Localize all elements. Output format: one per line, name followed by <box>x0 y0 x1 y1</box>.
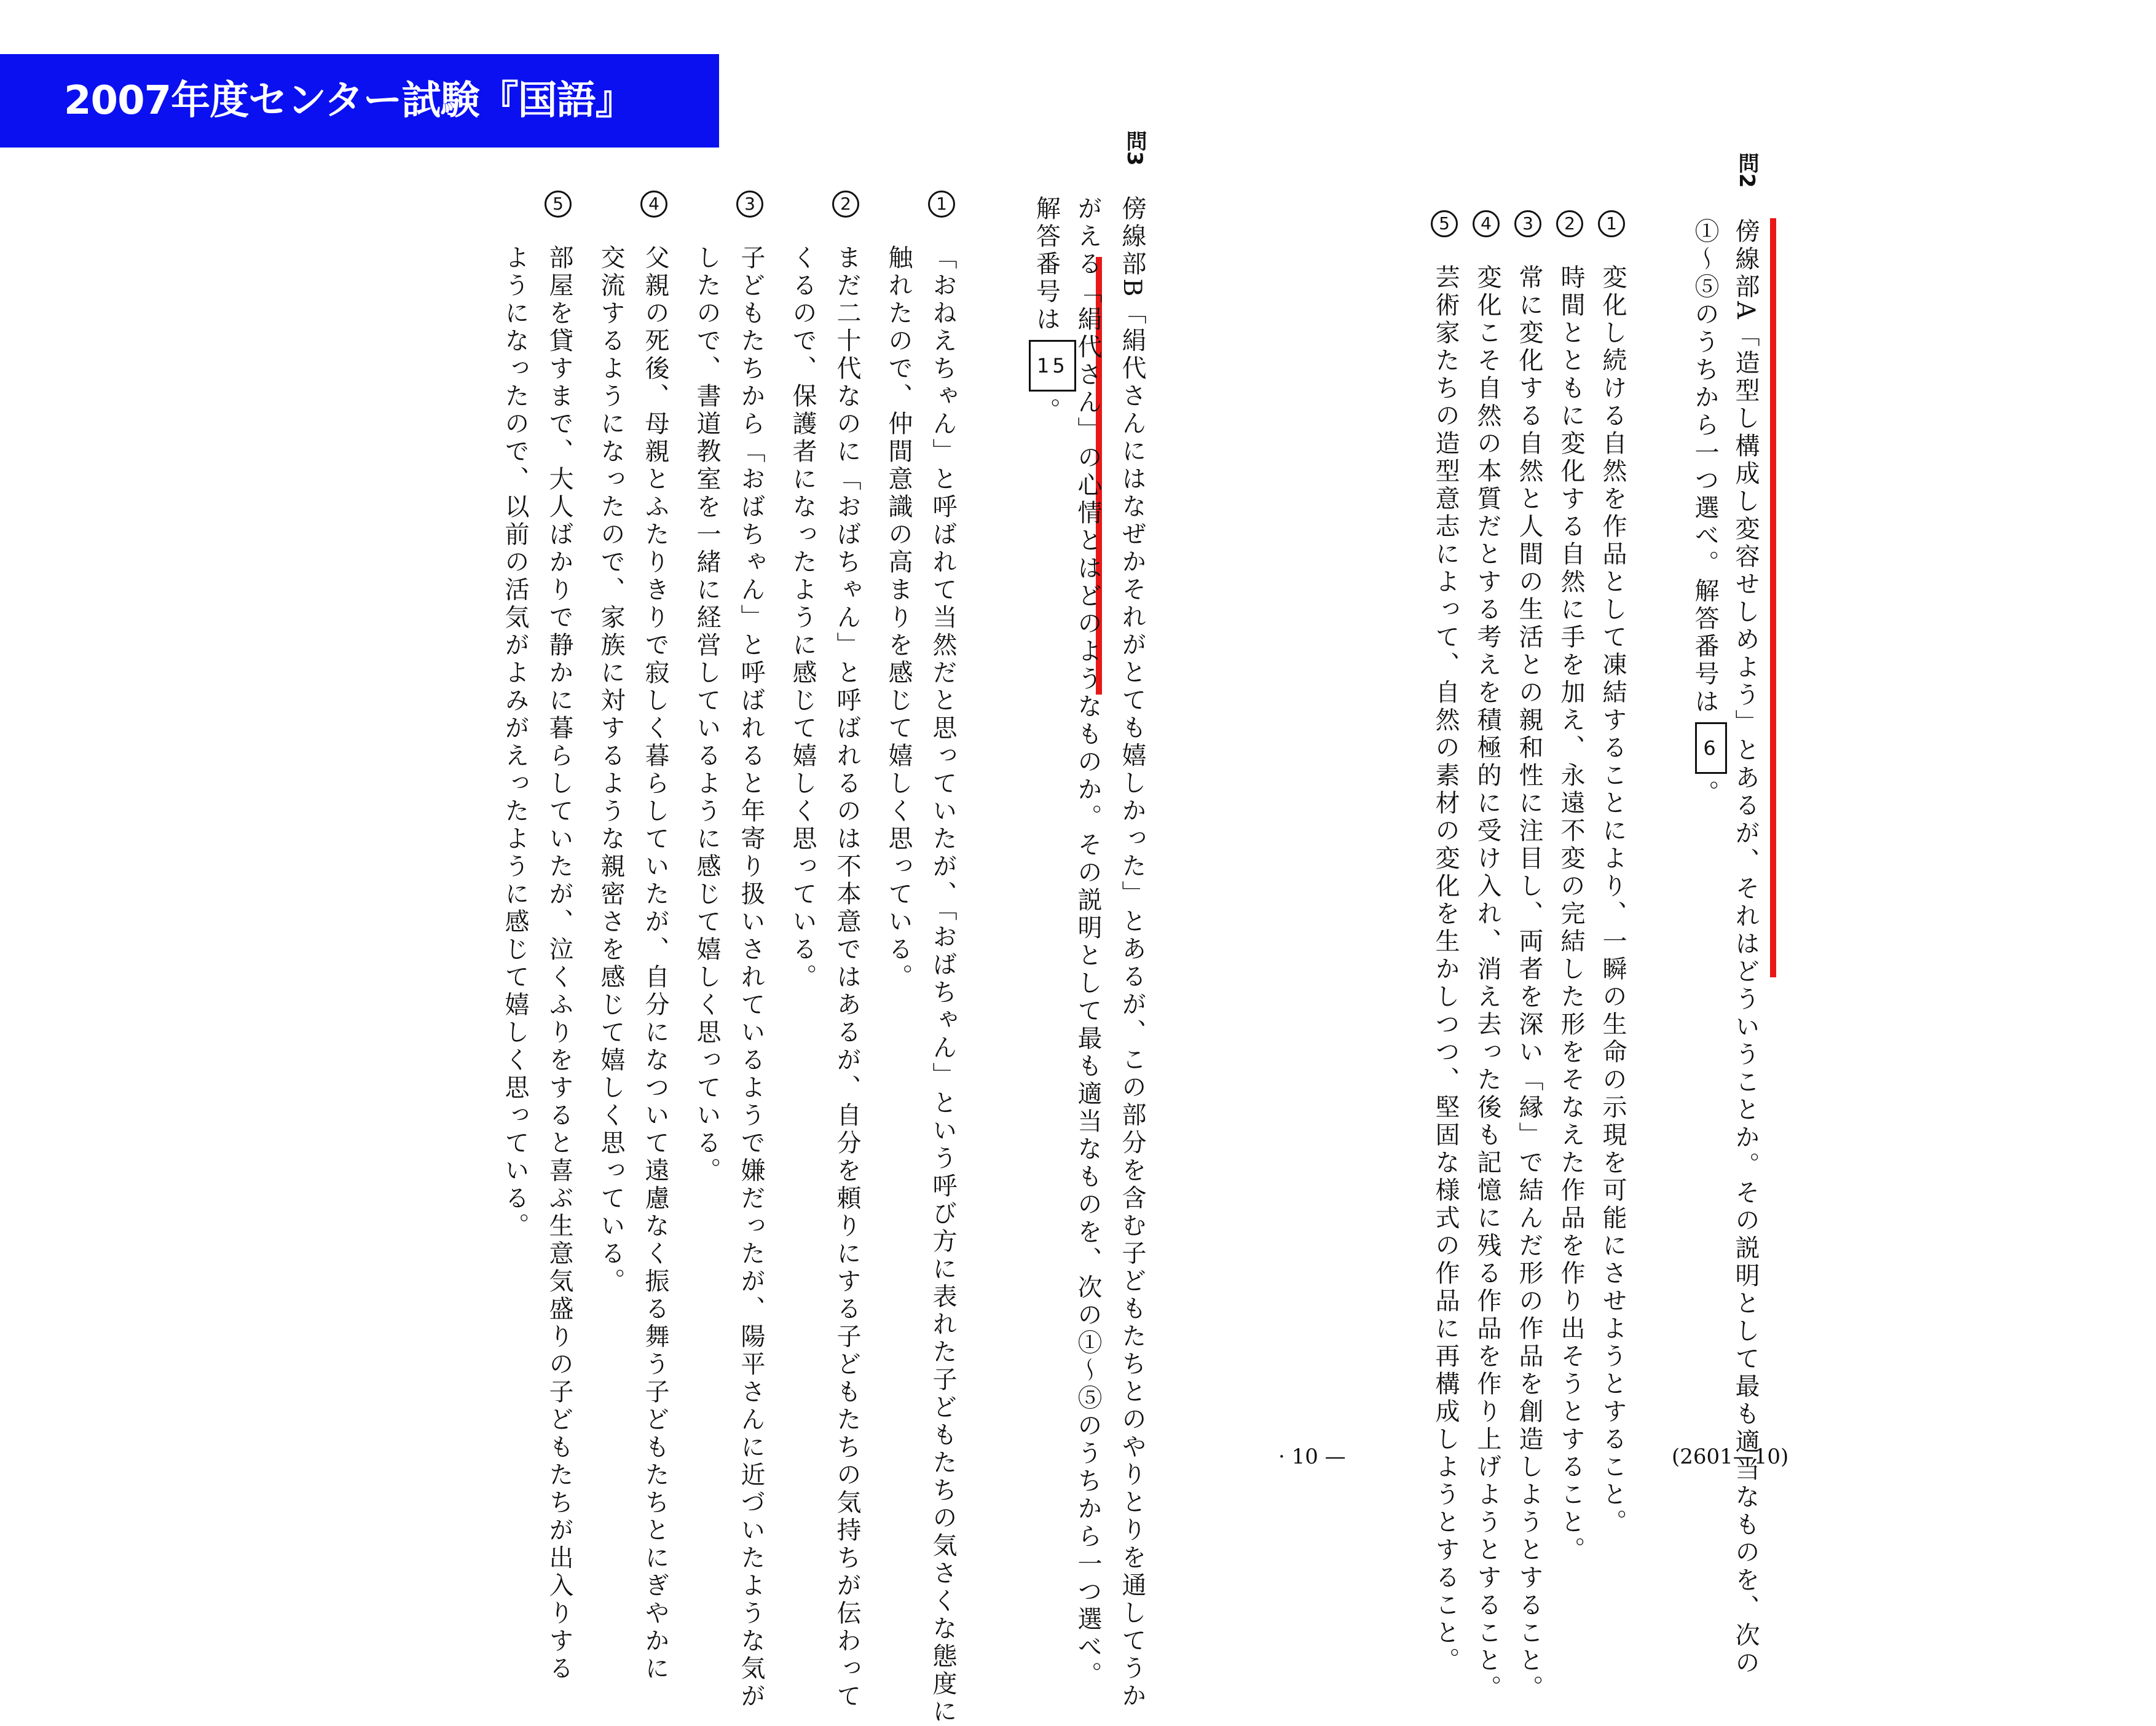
q3-option-1-line2: 触れたので、仲間意識の高まりを感じて嬉しく思っている。 <box>884 245 913 991</box>
q2-option-1-number: 1 <box>1598 210 1625 237</box>
q3-option-2-line2: くるので、保護者になったように感じて嬉しく思っている。 <box>789 245 817 991</box>
q2-answer-box: 6 <box>1695 722 1726 774</box>
q3-number: 問3 <box>1122 130 1147 166</box>
q3-question-line2: がえる「絹代さん」の心情とはどのようなものか。その説明として最も適当なものを、次の①～⑤のうちから一つ選べ。 <box>1074 195 1102 1689</box>
q3-option-5-line1: 部屋を貸すまで、大人ばかりで静かに暮らしていたが、泣くふりをすると喜ぶ生意気盛りの子どもたちが出入りする <box>545 245 573 1683</box>
q2-option-4-text: 変化こそ自然の本質だとする考えを積極的に受け入れ、消え去った後も記憶に残る作品を作り上げようとすること。 <box>1473 264 1501 1703</box>
q2-instruction-end: 。 <box>1691 780 1719 808</box>
q2-question-line1: 傍線部A「造型し構成し変容せしめよう」とあるが、それはどういうことか。その説明として最も適当なものを、次の <box>1731 218 1760 1677</box>
q2-option-2-number: 2 <box>1556 210 1583 237</box>
q3-option-4-line1: 父親の死後、母親とふたりきりで寂しく暮らしていたが、自分になついて遠慮なく振る舞う子どもたちとにぎやかに <box>641 245 669 1683</box>
q3-option-1-line1: 「おねえちゃん」と呼ばれて当然だと思っていたが、「おばちゃん」という呼び方に表れた子どもたちの気さくな態度に <box>929 245 957 1726</box>
q3-option-5-number: 5 <box>545 191 572 218</box>
q3-option-3-line1: 子どもたちから「おばちゃん」と呼ばれると年寄り扱いされているようで嫌だったが、陽平さんに近づいたような気が <box>737 245 765 1711</box>
underline-a <box>1770 218 1776 977</box>
q2-number: 問2 <box>1734 152 1759 188</box>
q2-option-1-text: 変化し続ける自然を作品として凍結することにより、一瞬の生命の示現を可能にさせようとすること。 <box>1599 264 1627 1537</box>
title-banner: 2007年度センター試験『国語』 <box>0 54 719 148</box>
q3-answer-box: 15 <box>1029 340 1076 392</box>
q2-option-3-number: 3 <box>1514 210 1541 237</box>
q2-option-3-text: 常に変化する自然と人間の生活との親和性に注目し、両者を深い「縁」で結んだ形の作品を創造しようとすること。 <box>1515 264 1543 1703</box>
q3-question-line1: 傍線部B「絹代さんにはなぜかそれがとても嬉しかった」とあるが、この部分を含む子どもたちとのやりとりを通してうか <box>1118 195 1146 1711</box>
page-number: · 10 — <box>1278 1444 1346 1469</box>
page-code: (2601—10) <box>1672 1444 1789 1469</box>
q2-option-5-text: 芸術家たちの造型意志によって、自然の素材の変化を生かしつつ、堅固な様式の作品に再構成しようとすること。 <box>1431 264 1460 1675</box>
q2-option-5-number: 5 <box>1431 210 1458 237</box>
q3-instruction-end: 。 <box>1032 398 1061 425</box>
q3-option-2-number: 2 <box>832 191 859 218</box>
q3-option-3-number: 3 <box>736 191 763 218</box>
q2-option-2-text: 時間とともに変化する自然に手を加え、永遠不変の完結した形をそなえた作品を作り出そうとすること。 <box>1557 264 1585 1564</box>
q3-instruction: 解答番号は <box>1032 195 1061 334</box>
q2-question-line2 <box>1690 218 1727 808</box>
q3-option-1-number: 1 <box>928 191 955 218</box>
q3-option-4-number: 4 <box>640 191 667 218</box>
q3-option-3-line2: したので、書道教室を一緒に経営しているように感じて嬉しく思っている。 <box>693 245 721 1185</box>
q3-option-2-line1: まだ二十代なのに「おばちゃん」と呼ばれるのは不本意ではあるが、自分を頼りにする子どもたちの気持ちが伝わって <box>833 245 861 1711</box>
q3-question-line3 <box>1029 195 1076 425</box>
q2-option-4-number: 4 <box>1473 210 1500 237</box>
q3-option-4-line2: 交流するようになったので、家族に対するような親密さを感じて嬉しく思っている。 <box>597 245 625 1296</box>
q2-instruction: ①～⑤のうちから一つ選べ。解答番号は <box>1691 218 1719 716</box>
q3-option-5-line2: ようになったので、以前の活気がよみがえったように感じて嬉しく思っている。 <box>501 245 529 1240</box>
